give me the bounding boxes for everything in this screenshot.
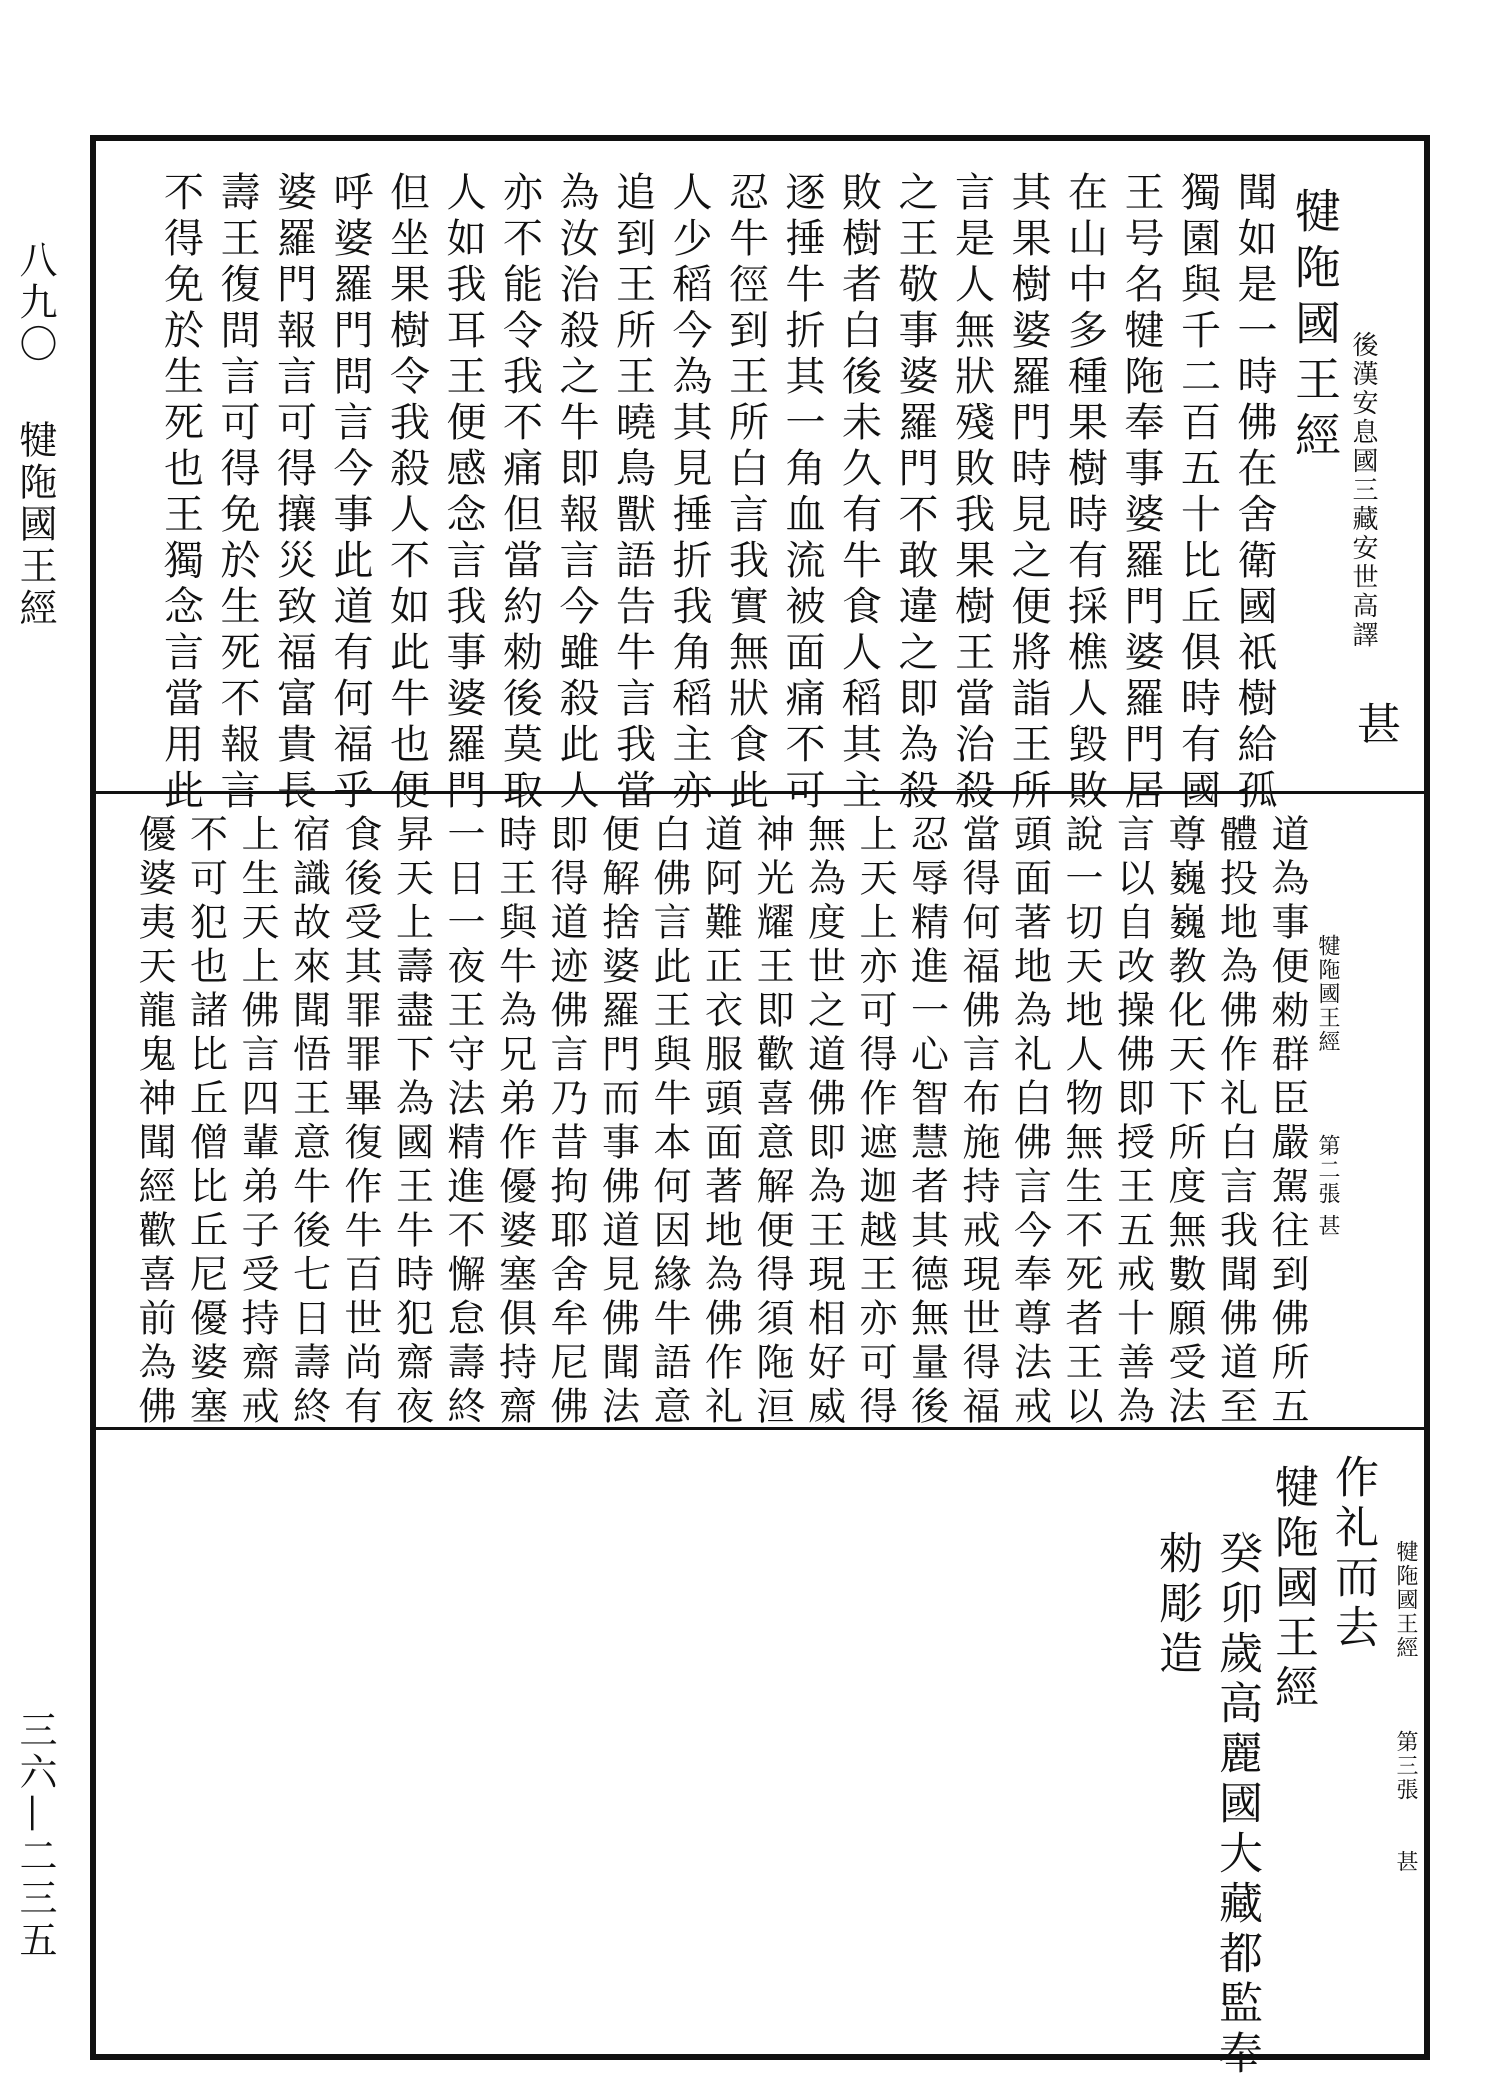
text-column: 無為度世之道佛即為王現相好威 <box>801 814 846 1430</box>
sutra-title: 犍陁國王經 <box>1288 187 1342 467</box>
text-column: 宿識故來聞悟王意牛後七日壽終 <box>286 814 331 1430</box>
volume-marker: 三六—二三五 <box>13 1710 57 1962</box>
text-column: 作礼而去 <box>1327 1454 1378 1654</box>
text-column: 神光耀王即歡喜意解便得須陁洹 <box>750 814 794 1430</box>
text-column: 人如我耳王便感念言我事婆羅門 <box>440 171 486 815</box>
panel-2 <box>96 791 1424 1430</box>
text-column: 婆羅門報言可得攘災致福富貴長 <box>270 171 317 815</box>
text-column: 不可犯也諸比丘僧比丘尼優婆塞 <box>183 814 228 1430</box>
text-column: 其果樹婆羅門時見之便將詣王所 <box>1005 171 1051 815</box>
text-column: 言是人無狀殘敗我果樹王當治殺 <box>948 171 995 815</box>
panel-mark: 甚 <box>1349 701 1400 751</box>
text-column: 追到王所王曉鳥獸語告牛言我當 <box>609 171 656 815</box>
text-column: 癸卯歲高麗國大藏都監奉 <box>1211 1530 1262 2080</box>
translator-credit: 後漢安息國三藏安世高譯 <box>1348 331 1378 650</box>
text-column: 勑彫造 <box>1151 1530 1202 1680</box>
page-label: 第三張 <box>1393 1730 1418 1802</box>
text-column: 人少稻今為其見捶折我角稻主亦 <box>666 171 712 815</box>
text-column: 體投地為佛作礼白言我聞佛道至 <box>1213 814 1258 1430</box>
text-column: 食後受其罪罪畢復作牛百世尚有 <box>338 814 382 1430</box>
panel-mark: 甚 <box>1315 1214 1340 1238</box>
panel-mark: 甚 <box>1393 1850 1418 1874</box>
text-column: 聞如是一時佛在舍衛國祇樹給孤 <box>1231 171 1277 815</box>
margin-sutra-name: 犍陁國王經 <box>13 420 57 630</box>
text-column: 頭面著地為礼白佛言今奉尊法戒 <box>1007 814 1052 1430</box>
text-column: 但坐果樹令我殺人不如此牛也便 <box>383 171 430 815</box>
text-column: 即得道迹佛言乃昔拘耶舍牟尼佛 <box>544 814 588 1430</box>
text-column: 說一切天地人物無生不死者王以 <box>1059 814 1103 1430</box>
text-column: 逐捶牛折其一角血流被面痛不可 <box>779 171 825 815</box>
page-marker: 八九〇 <box>13 240 57 366</box>
text-column: 忍辱精進一心智慧者其德無量後 <box>904 814 949 1430</box>
text-column: 忍牛徑到王所白言我實無狀食此 <box>722 171 769 815</box>
text-column: 時王與牛為兄弟作優婆塞俱持齋 <box>492 814 537 1430</box>
panel-header: 犍陁國王經 <box>1315 934 1340 1054</box>
text-column: 之王敬事婆羅門不敢違之即為殺 <box>892 171 938 815</box>
text-column: 優婆夷天龍鬼神聞經歡喜前為佛 <box>132 814 176 1430</box>
panel-3 <box>96 1427 1424 2080</box>
text-column: 犍陁國王經 <box>1267 1464 1318 1714</box>
text-column: 上天上亦可得作遮迦越王亦可得 <box>853 814 897 1430</box>
text-column: 敗樹者白後未久有牛食人稻其主 <box>835 171 882 815</box>
text-column: 為汝治殺之牛即報言今雖殺此人 <box>553 171 599 815</box>
text-column: 獨園與千二百五十比丘俱時有國 <box>1174 171 1221 815</box>
text-column: 道阿難正衣服頭面著地為佛作礼 <box>698 814 743 1430</box>
text-column: 不得免於生死也王獨念言當用此 <box>157 171 204 815</box>
panel-header: 犍陁國王經 <box>1393 1540 1418 1660</box>
text-column: 言以自改操佛即授王五戒十善為 <box>1110 814 1155 1430</box>
text-column: 昇天上壽盡下為國王牛時犯齋夜 <box>389 814 434 1430</box>
text-column: 一日一夜王守法精進不懈怠壽終 <box>441 814 485 1430</box>
text-column: 呼婆羅門問言今事此道有何福乎 <box>327 171 373 815</box>
text-column: 當得何福佛言布施持戒現世得福 <box>956 814 1000 1430</box>
text-column: 道為事便勑群臣嚴駕往到佛所五 <box>1265 814 1309 1430</box>
text-column: 白佛言此王與牛本何因緣牛語意 <box>647 814 691 1430</box>
text-column: 在山中多種果樹時有採樵人毀敗 <box>1061 171 1108 815</box>
text-column: 便解捨婆羅門而事佛道見佛聞法 <box>595 814 640 1430</box>
text-column: 壽王復問言可得免於生死不報言 <box>214 171 260 815</box>
text-column: 上生天上佛言四輩弟子受持齋戒 <box>235 814 279 1430</box>
text-column: 王号名犍陁奉事婆羅門婆羅門居 <box>1118 171 1164 815</box>
page-frame <box>90 135 1430 2080</box>
panel-1 <box>96 141 1424 815</box>
text-column: 尊巍巍教化天下所度無數願受法 <box>1162 814 1206 1430</box>
text-column: 亦不能令我不痛但當約勑後莫取 <box>496 171 543 815</box>
page-label: 第二張 <box>1315 1134 1340 1206</box>
